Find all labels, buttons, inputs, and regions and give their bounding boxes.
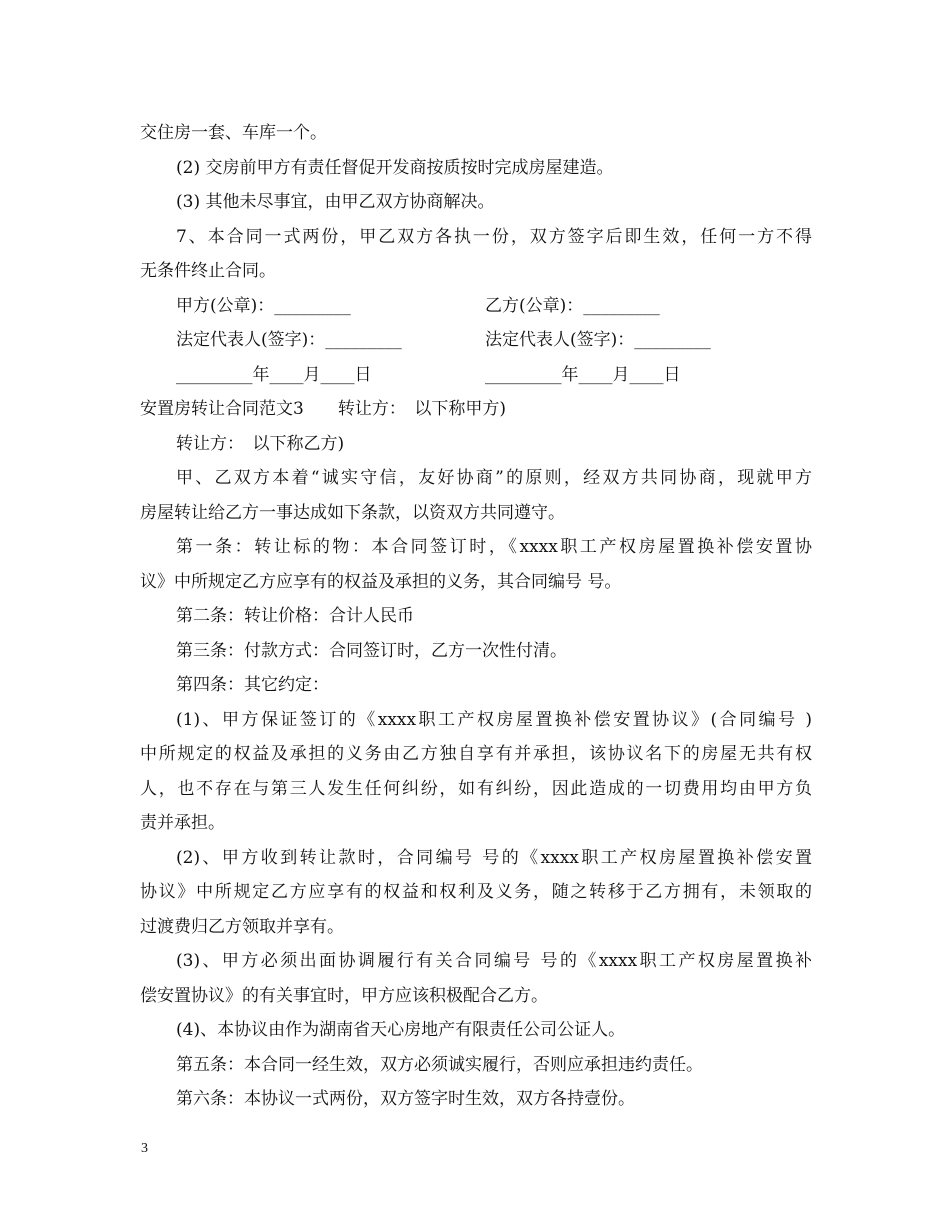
paragraph-line: 责并承担。	[140, 813, 225, 833]
paragraph-line: 第五条：本合同一经生效，双方必须诚实履行，否则应承担违约责任。	[176, 1054, 703, 1075]
paragraph-line: 交住房一套、车库一个。	[140, 123, 327, 143]
party-a-signature-field: _________年____月____日	[176, 364, 372, 385]
contract-clauses-section	[140, 116, 812, 289]
party-a-signature-field: 甲方(公章)：_________	[176, 295, 351, 316]
transfer-contract-section	[140, 392, 812, 1117]
paragraph-line: 第四条：其它约定：	[176, 675, 329, 695]
paragraph-line: (2)、甲方收到转让款时，合同编号 号的《xxxx职工产权房屋置换补偿安置	[176, 847, 812, 868]
signature-row	[140, 358, 812, 393]
paragraph-line: 房屋转让给乙方一事达成如下条款，以资双方共同遵守。	[140, 502, 565, 523]
signature-row	[140, 323, 812, 358]
paragraph-line: 过渡费归乙方领取并享有。	[140, 916, 344, 937]
paragraph-line: 中所规定的权益及承担的义务由乙方独自享有并承担，该协议名下的房屋无共有权	[140, 744, 812, 764]
paragraph-line: 第一条：转让标的物：本合同签订时，《xxxx职工产权房屋置换补偿安置协	[176, 537, 812, 557]
party-b-signature-field: 法定代表人(签字)：_________	[485, 330, 711, 350]
signature-row	[140, 289, 812, 324]
paragraph-line: (4)、本协议由作为湖南省天心房地产有限责任公司公证人。	[176, 1020, 626, 1040]
signature-block	[140, 289, 812, 393]
paragraph-line: 第三条：付款方式：合同签订时，乙方一次性付清。	[176, 640, 567, 661]
paragraph-line: (2) 交房前甲方有责任督促开发商按质按时完成房屋建造。	[176, 157, 614, 178]
paragraph-line: (1)、甲方保证签订的《xxxx职工产权房屋置换补偿安置协议》(合同编号 )	[176, 709, 812, 730]
page-number: 3	[141, 1141, 148, 1156]
paragraph-line: 甲、乙双方本着“诚实守信，友好协商”的原则，经双方共同协商，现就甲方	[176, 468, 812, 488]
document-body	[140, 116, 812, 1117]
paragraph-line: 协议》中所规定乙方应享有的权益和权利及义务，随之转移于乙方拥有，未领取的	[140, 882, 812, 902]
paragraph-line: 人，也不存在与第三人发生任何纠纷，如有纠纷，因此造成的一切费用均由甲方负	[140, 778, 812, 799]
paragraph-line: 转让方： 以下称乙方)	[176, 433, 345, 454]
paragraph-line: (3)、甲方必须出面协调履行有关合同编号 号的《xxxx职工产权房屋置换补	[176, 951, 812, 971]
paragraph-line: (3) 其他未尽事宜，由甲乙双方协商解决。	[176, 192, 495, 212]
paragraph-line: 7、本合同一式两份，甲乙双方各执一份，双方签字后即生效，任何一方不得	[176, 226, 812, 247]
paragraph-line: 第二条：转让价格：合计人民币	[176, 606, 414, 626]
paragraph-line: 议》中所规定乙方应享有的权益及承担的义务，其合同编号 号。	[140, 571, 622, 592]
paragraph-line: 无条件终止合同。	[140, 261, 276, 281]
party-b-signature-field: _________年____月____日	[485, 364, 681, 385]
party-a-signature-field: 法定代表人(签字)：_________	[176, 330, 402, 350]
party-b-signature-field: 乙方(公章)：_________	[485, 295, 660, 316]
paragraph-line: 安置房转让合同范文3 转让方： 以下称甲方)	[140, 399, 506, 419]
paragraph-line: 第六条：本协议一式两份，双方签字时生效，双方各持壹份。	[176, 1089, 635, 1109]
paragraph-line: 偿安置协议》的有关事宜时，甲方应该积极配合乙方。	[140, 985, 548, 1006]
